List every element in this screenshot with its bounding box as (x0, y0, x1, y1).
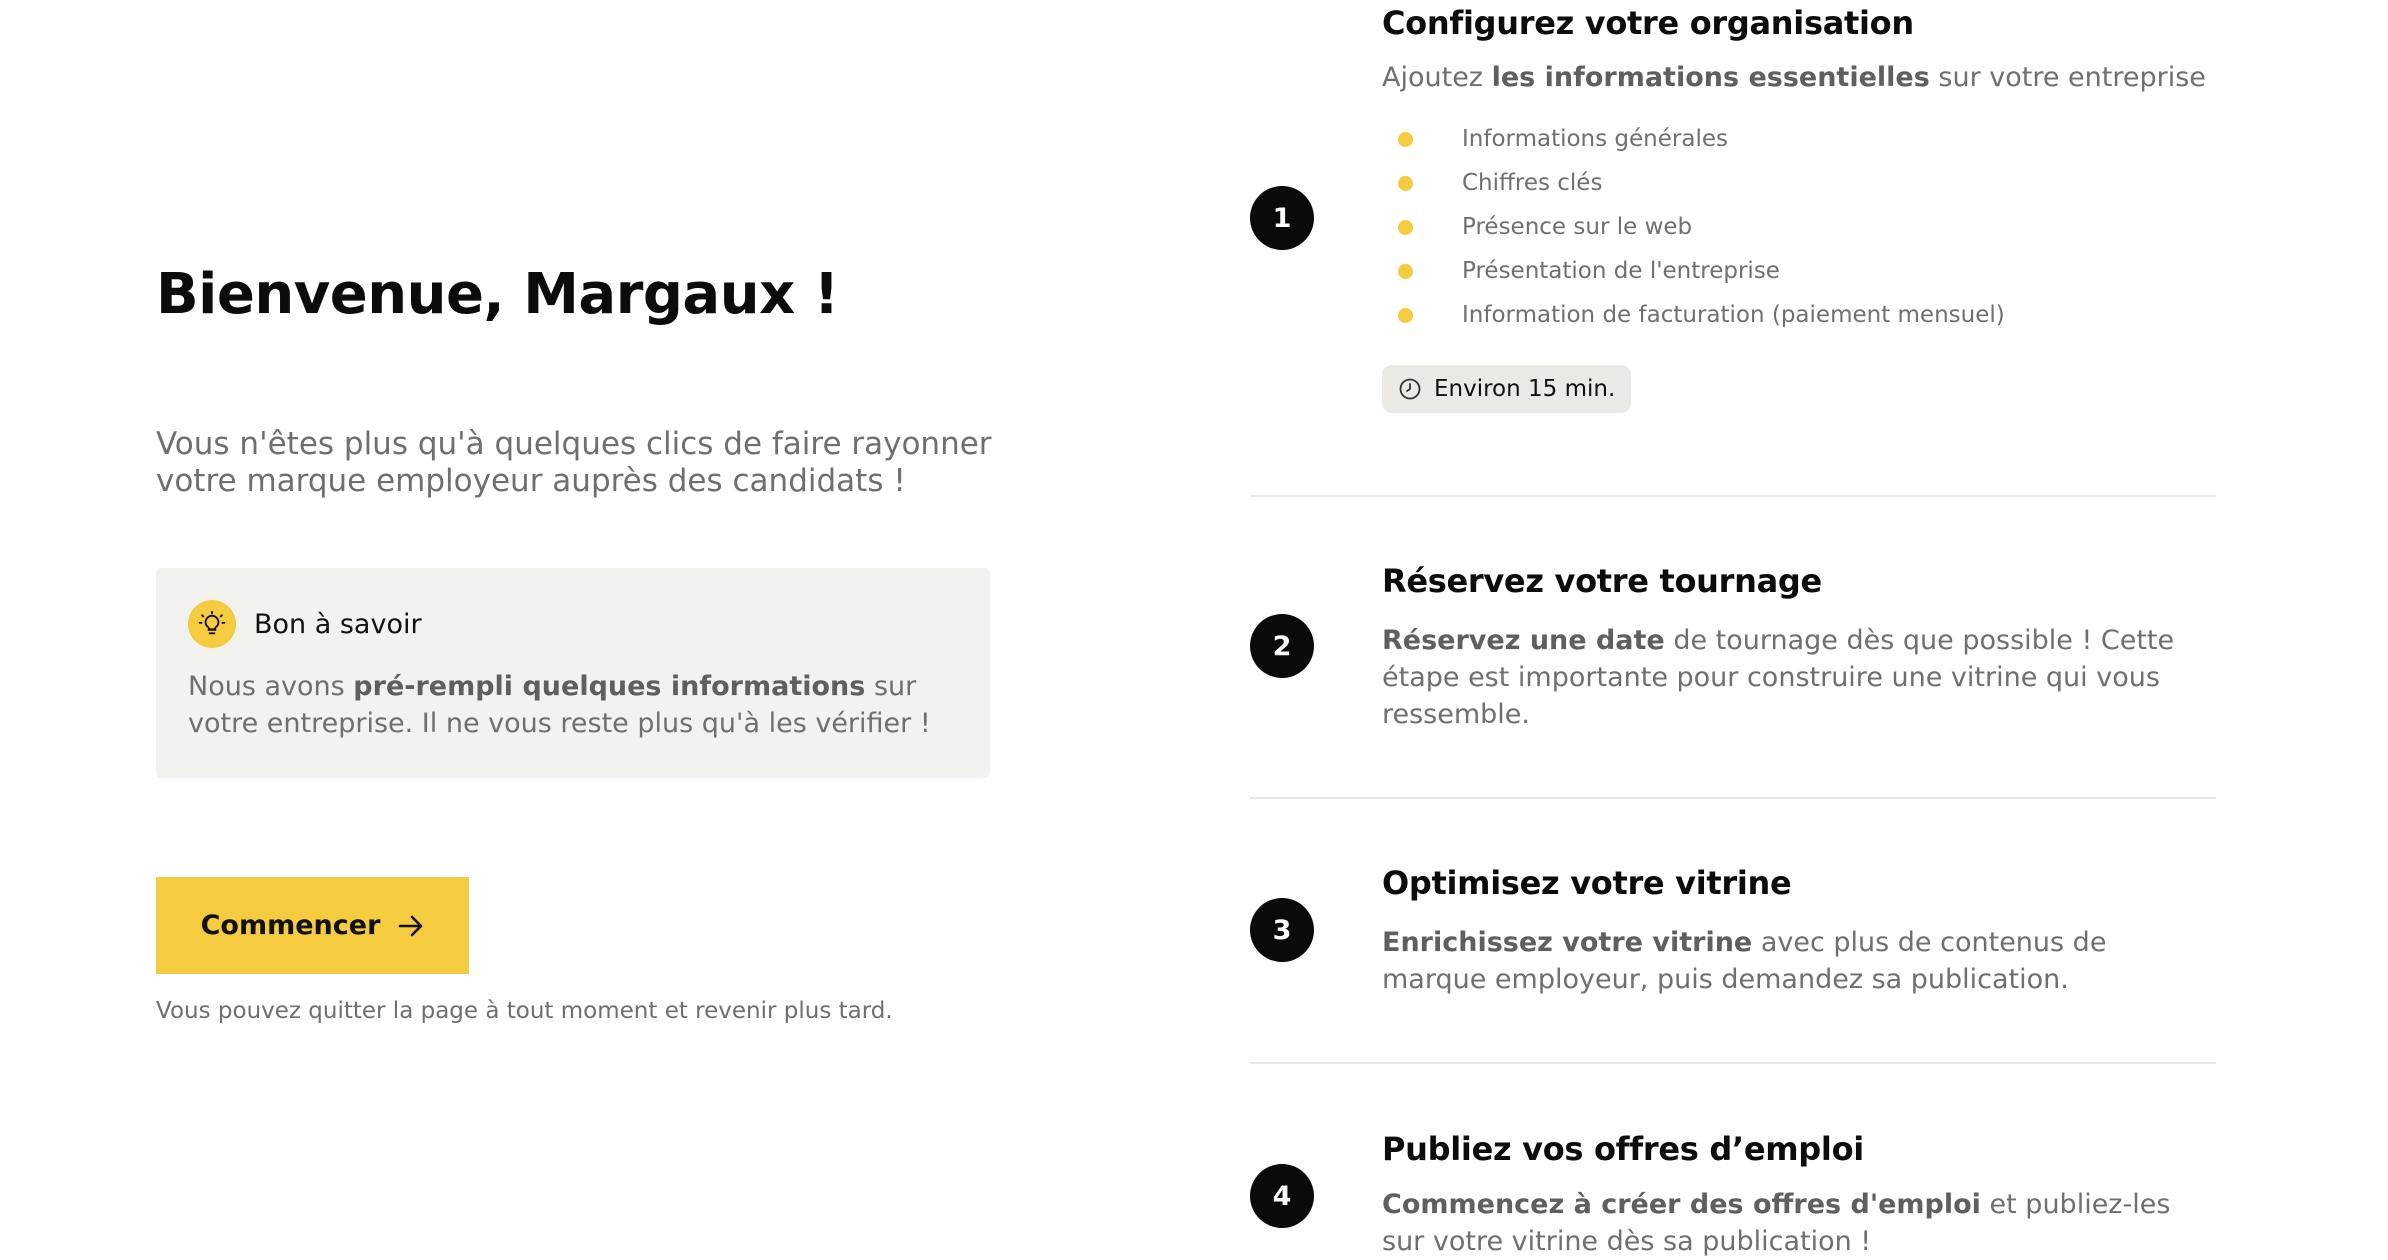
info-box-text: Nous avons pré-rempli quelques informations sur votre entreprise. Il ne vous reste plus qu'à les vérifier ! (188, 671, 931, 739)
start-button[interactable] (156, 877, 469, 974)
step-subtitle: Ajoutez les informations essentielles sur votre entreprise (1382, 62, 2206, 93)
step-description: Enrichissez votre vitrine avec plus de contenus de marque employeur, puis demandez sa publication. (1382, 927, 2107, 995)
info-box-title: Bon à savoir (254, 608, 422, 640)
duration-text: Environ 15 min. (1434, 376, 1616, 402)
list-item: Information de facturation (paiement mensuel) (1382, 293, 2216, 337)
step-number-badge: 2 (1250, 614, 1314, 678)
lightbulb-icon (188, 600, 236, 648)
step-title: Réservez votre tournage (1382, 562, 1822, 600)
onboarding-steps (1250, 0, 2216, 1257)
bullet-dot-icon (1398, 264, 1413, 279)
list-item: Chiffres clés (1382, 161, 2216, 205)
info-box-header (188, 600, 958, 648)
divider (1250, 797, 2216, 799)
divider (1250, 495, 2216, 497)
list-item: Informations générales (1382, 117, 2216, 161)
page-title: Bienvenue, Margaux ! (156, 262, 839, 327)
good-to-know-box (156, 568, 990, 778)
arrow-right-icon (398, 915, 424, 937)
start-button-label: Commencer (200, 910, 381, 941)
step-number-badge: 1 (1250, 186, 1314, 250)
step-title: Configurez votre organisation (1382, 4, 1914, 42)
step-checklist (1382, 117, 2216, 337)
clock-icon (1398, 377, 1422, 401)
step-title: Publiez vos offres d’emploi (1382, 1130, 1864, 1168)
bullet-dot-icon (1398, 220, 1413, 235)
step-number-badge: 3 (1250, 898, 1314, 962)
bullet-dot-icon (1398, 132, 1413, 147)
step-title: Optimisez votre vitrine (1382, 864, 1792, 902)
step-description: Commencez à créer des offres d'emploi et publiez-les sur votre vitrine dès sa publication ! (1382, 1189, 2171, 1257)
leave-anytime-note: Vous pouvez quitter la page à tout moment et revenir plus tard. (156, 998, 893, 1024)
list-item: Présentation de l'entreprise (1382, 249, 2216, 293)
intro-text: Vous n'êtes plus qu'à quelques clics de faire rayonner votre marque employeur auprès des candidats ! (156, 426, 992, 499)
bullet-dot-icon (1398, 308, 1413, 323)
divider (1250, 1062, 2216, 1064)
step-description: Réservez une date de tournage dès que possible ! Cette étape est importante pour construire une vitrine qui vous ressemble. (1382, 625, 2175, 730)
bullet-dot-icon (1398, 176, 1413, 191)
list-item: Présence sur le web (1382, 205, 2216, 249)
duration-badge (1382, 365, 1631, 413)
step-number-badge: 4 (1250, 1164, 1314, 1228)
